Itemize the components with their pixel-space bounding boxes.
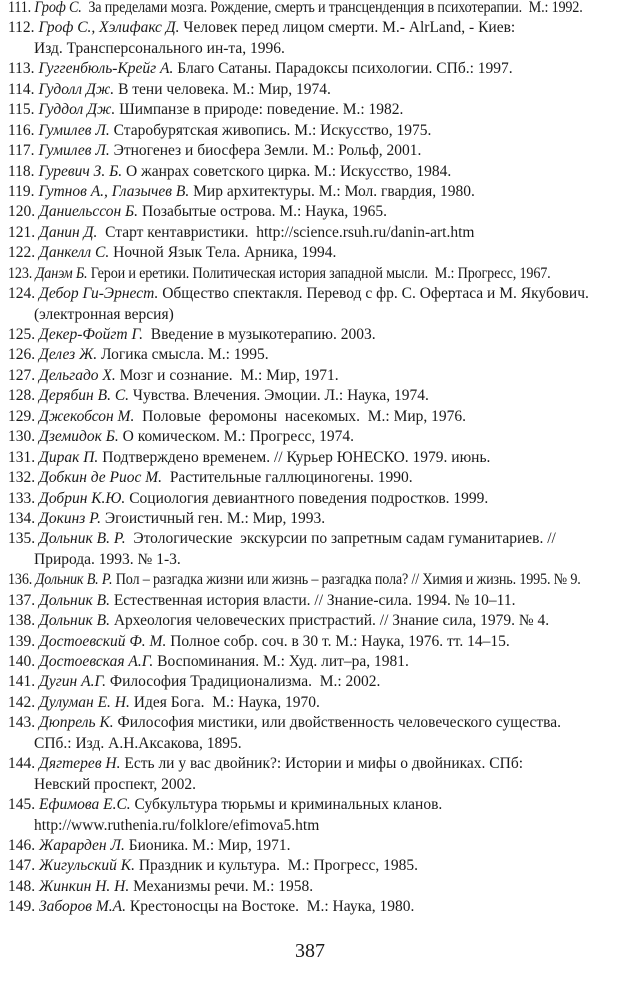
entry-number: 118. <box>8 162 35 180</box>
entry-text: Эгоистичный ген. М.: Мир, 1993. <box>101 509 326 527</box>
entry-text: Философия мистики, или двойственность человеческого существа. <box>113 714 562 732</box>
entry-text: Пол – разгадка жизни или жизнь – разгадка пола? // Химия и жизнь. 1995. № 9. <box>112 571 581 589</box>
entry-text: Благо Сатаны. Парадоксы психологии. СПб.: 1997. <box>173 60 513 78</box>
entry-author: Делез Ж. <box>39 346 98 364</box>
entry-author: Данин Д. <box>39 223 98 241</box>
bibliography-entry <box>8 407 618 427</box>
bibliography-entry <box>8 468 618 488</box>
entry-text: Человек перед лицом смерти. М.- AlrLand, - Киев: <box>179 19 516 37</box>
entry-number: 131. <box>8 448 36 466</box>
entry-continuation: http://www.ruthenia.ru/folklore/efimova5.htm <box>34 816 320 834</box>
entry-number: 142. <box>8 693 36 711</box>
entry-number: 136. <box>8 571 33 589</box>
entry-author: Жигульский К. <box>39 857 135 875</box>
entry-number: 120. <box>8 203 36 221</box>
bibliography-entry <box>8 325 618 345</box>
entry-author: Дугин А.Г. <box>39 673 106 691</box>
entry-text: Введение в музыкотерапию. 2003. <box>143 326 376 343</box>
entry-text: Мир архитектуры. М.: Мол. гвардия, 1980. <box>189 182 475 200</box>
bibliography-entry <box>8 162 618 182</box>
entry-text: Праздник и культура. М.: Прогресс, 1985. <box>134 857 419 875</box>
entry-text: Половые феромоны насекомых. М.: Мир, 1976. <box>134 407 467 425</box>
bibliography-entry <box>8 100 618 120</box>
bibliography-entry <box>8 509 618 529</box>
entry-text: Этологические экскурсии по запретным садам гуманитариев. // <box>125 530 556 548</box>
entry-text: Старобурятская живопись. М.: Искусство, 1975. <box>109 121 432 139</box>
entry-text: Мозг и сознание. М.: Мир, 1971. <box>115 366 339 384</box>
bibliography-entry <box>8 0 618 18</box>
entry-text: Археология человеческих пристрастий. // Знание сила, 1979. № 4. <box>109 612 550 630</box>
entry-number: 113. <box>8 60 35 78</box>
entry-author: Гроф С. <box>34 0 82 16</box>
entry-author: Гуддол Дж. <box>38 101 116 119</box>
entry-author: Дягтерев Н. <box>39 755 121 773</box>
entry-author: Заборов М.А. <box>39 898 126 916</box>
page-number: 387 <box>295 940 325 962</box>
entry-author: Дюпрель К. <box>39 714 114 732</box>
bibliography-entry <box>8 202 618 222</box>
entry-text: Естественная история власти. // Знание-сила. 1994. № 10–11. <box>109 591 516 609</box>
bibliography-entry <box>8 529 618 549</box>
entry-continuation: Изд. Трансперсонального ин-та, 1996. <box>34 39 285 57</box>
entry-number: 135. <box>8 530 36 548</box>
bibliography-entry <box>8 795 618 815</box>
entry-number: 148. <box>8 877 36 895</box>
bibliography-entry <box>8 489 618 509</box>
entry-author: Добкин де Риос М. <box>39 469 163 487</box>
bibliography-entry <box>8 59 618 79</box>
bibliography-entry <box>8 427 618 447</box>
entry-author: Дельгадо Х. <box>39 366 116 384</box>
entry-number: 149. <box>8 898 36 916</box>
entry-number: 122. <box>8 244 36 262</box>
entry-author: Достоевский Ф. М. <box>39 632 167 650</box>
bibliography-entry <box>8 672 618 692</box>
entry-number: 133. <box>8 489 36 507</box>
entry-number: 112. <box>8 19 35 37</box>
entry-author: Докинз Р. <box>39 509 102 527</box>
entry-author: Декер-Фойгт Г. <box>39 326 144 343</box>
entry-text: Позабытые острова. М.: Наука, 1965. <box>138 203 388 221</box>
bibliography-entry <box>8 611 618 631</box>
bibliography-entry <box>8 18 618 38</box>
bibliography-entry <box>8 121 618 141</box>
entry-number: 111. <box>8 0 32 16</box>
entry-number: 132. <box>8 469 36 487</box>
entry-number: 129. <box>8 407 36 425</box>
entry-text: Крестоносцы на Востоке. М.: Наука, 1980. <box>126 898 415 916</box>
bibliography-entry <box>8 693 618 713</box>
entry-author: Дольник В. Р. <box>35 571 113 589</box>
entry-text: Бионика. М.: Мир, 1971. <box>124 836 291 854</box>
entry-text: Подтверждено временем. // Курьер ЮНЕСКО. 1979. июнь. <box>98 448 491 466</box>
entry-author: Гроф С., Хэлифакс Д. <box>38 19 180 37</box>
entry-text: Логика смысла. М.: 1995. <box>97 346 269 364</box>
bibliography-entry <box>8 836 618 856</box>
entry-number: 115. <box>8 101 35 119</box>
entry-number: 146. <box>8 836 36 854</box>
entry-author: Данкелл С. <box>39 244 110 262</box>
bibliography-entry <box>8 652 618 672</box>
entry-author: Дольник В. <box>39 591 110 609</box>
entry-author: Добрин К.Ю. <box>39 489 126 507</box>
entry-author: Дебор Ги-Эрнест. <box>39 285 159 303</box>
bibliography-entry <box>8 223 618 243</box>
entry-text: За пределами мозга. Рождение, смерть и трансценденция в психотерапии. М.: 1992. <box>81 0 583 16</box>
entry-number: 114. <box>8 80 35 98</box>
bibliography-entry <box>8 591 618 611</box>
entry-author: Дольник В. <box>39 612 110 630</box>
entry-number: 123. <box>8 264 33 282</box>
entry-number: 147. <box>8 857 36 875</box>
entry-author: Гуревич З. Б. <box>38 162 123 180</box>
bibliography-entry <box>8 264 618 284</box>
entry-number: 145. <box>8 796 36 814</box>
entry-number: 140. <box>8 653 36 670</box>
entry-author: Гудолл Дж. <box>38 80 115 98</box>
entry-number: 143. <box>8 714 36 732</box>
bibliography-entry <box>8 182 618 202</box>
entry-text: Социология девиантного поведения подростков. 1999. <box>125 489 489 507</box>
entry-number: 141. <box>8 673 36 691</box>
entry-text: Чувства. Влечения. Эмоции. Л.: Наука, 1974. <box>129 387 429 405</box>
entry-continuation: Природа. 1993. № 1-3. <box>34 550 181 568</box>
entry-author: Жинкин Н. Н. <box>39 877 130 895</box>
entry-author: Гумилев Л. <box>38 121 110 139</box>
entry-author: Дерябин В. С. <box>39 387 130 405</box>
bibliography-entry <box>8 632 618 652</box>
bibliography-entry <box>8 754 618 774</box>
entry-text: О жанрах советского цирка. М.: Искусство, 1984. <box>122 162 452 180</box>
entry-text: Полное собр. соч. в 30 т. М.: Наука, 1976. тт. 14–15. <box>166 632 510 650</box>
bibliography-entry <box>8 448 618 468</box>
entry-text: Философия Традиционализма. М.: 2002. <box>105 673 381 691</box>
entry-author: Жарарден Л. <box>39 836 125 854</box>
entry-number: 124. <box>8 285 36 303</box>
entry-number: 116. <box>8 121 35 139</box>
bibliography-entry <box>8 243 618 263</box>
entry-text: Воспоминания. М.: Худ. лит–ра, 1981. <box>153 653 409 670</box>
entry-number: 144. <box>8 755 36 773</box>
bibliography-entry <box>8 713 618 733</box>
entry-text: Старт кентавристики. http://science.rsuh.ru/danin-art.htm <box>97 223 475 241</box>
entry-text: Шимпанзе в природе: поведение. М.: 1982. <box>115 101 404 119</box>
entry-number: 127. <box>8 366 36 384</box>
entry-text: О комическом. М.: Прогресс, 1974. <box>118 428 355 446</box>
bibliography-entry <box>8 856 618 876</box>
entry-text: Ночной Язык Тела. Арника, 1994. <box>109 244 337 262</box>
entry-author: Дземидок Б. <box>39 428 119 446</box>
entry-text: Механизмы речи. М.: 1958. <box>129 877 314 895</box>
entry-text: Субкультура тюрьмы и криминальных кланов. <box>130 796 443 814</box>
bibliography-entry <box>8 141 618 161</box>
entry-author: Достоевская А.Г. <box>39 653 154 670</box>
entry-author: Гутнов А., Глазычев В. <box>38 182 190 200</box>
entry-number: 125. <box>8 326 36 343</box>
entry-author: Дольник В. Р. <box>39 530 126 548</box>
entry-number: 119. <box>8 182 35 200</box>
entry-number: 121. <box>8 223 36 241</box>
bibliography-entry <box>8 80 618 100</box>
entry-author: Дирак П. <box>39 448 99 466</box>
entry-text: Общество спектакля. Перевод с фр. С. Офертаса и М. Якубович. <box>158 285 589 303</box>
bibliography-entry <box>8 386 618 406</box>
entry-text: Идея Бога. М.: Наука, 1970. <box>129 693 320 711</box>
entry-continuation: (электронная версия) <box>34 305 174 323</box>
bibliography-entry <box>8 570 618 590</box>
entry-text: В тени человека. М.: Мир, 1974. <box>114 80 331 98</box>
entry-text: Этногенез и биосфера Земли. М.: Рольф, 2001. <box>109 142 422 160</box>
entry-text: Растительные галлюциногены. 1990. <box>162 469 413 487</box>
entry-author: Гуггенбюль-Крейг А. <box>38 60 174 78</box>
entry-number: 130. <box>8 428 36 446</box>
entry-number: 117. <box>8 142 35 160</box>
entry-author: Гумилев Л. <box>38 142 110 160</box>
entry-author: Даниельссон Б. <box>39 203 139 221</box>
entry-continuation: СПб.: Изд. А.Н.Аксакова, 1895. <box>34 734 242 752</box>
entry-number: 134. <box>8 509 36 527</box>
entry-author: Дулуман Е. Н. <box>39 693 130 711</box>
bibliography-entry <box>8 877 618 897</box>
bibliography-entry <box>8 345 618 365</box>
bibliography-entry <box>8 366 618 386</box>
entry-text: Есть ли у вас двойник?: Истории и мифы о двойниках. СПб: <box>120 755 524 773</box>
entry-number: 138. <box>8 612 36 630</box>
bibliography-list <box>8 0 618 918</box>
entry-continuation: Невский проспект, 2002. <box>34 775 196 793</box>
entry-text: Герои и еретики. Политическая история западной мысли. М.: Прогресс, 1967. <box>87 264 551 282</box>
entry-number: 128. <box>8 387 36 405</box>
bibliography-entry <box>8 284 618 304</box>
entry-number: 126. <box>8 346 36 364</box>
bibliography-entry <box>8 897 618 917</box>
entry-number: 139. <box>8 632 36 650</box>
entry-author: Ефимова Е.С. <box>39 796 131 814</box>
entry-number: 137. <box>8 591 36 609</box>
entry-author: Данэм Б. <box>35 264 88 282</box>
entry-author: Джекобсон М. <box>39 407 135 425</box>
